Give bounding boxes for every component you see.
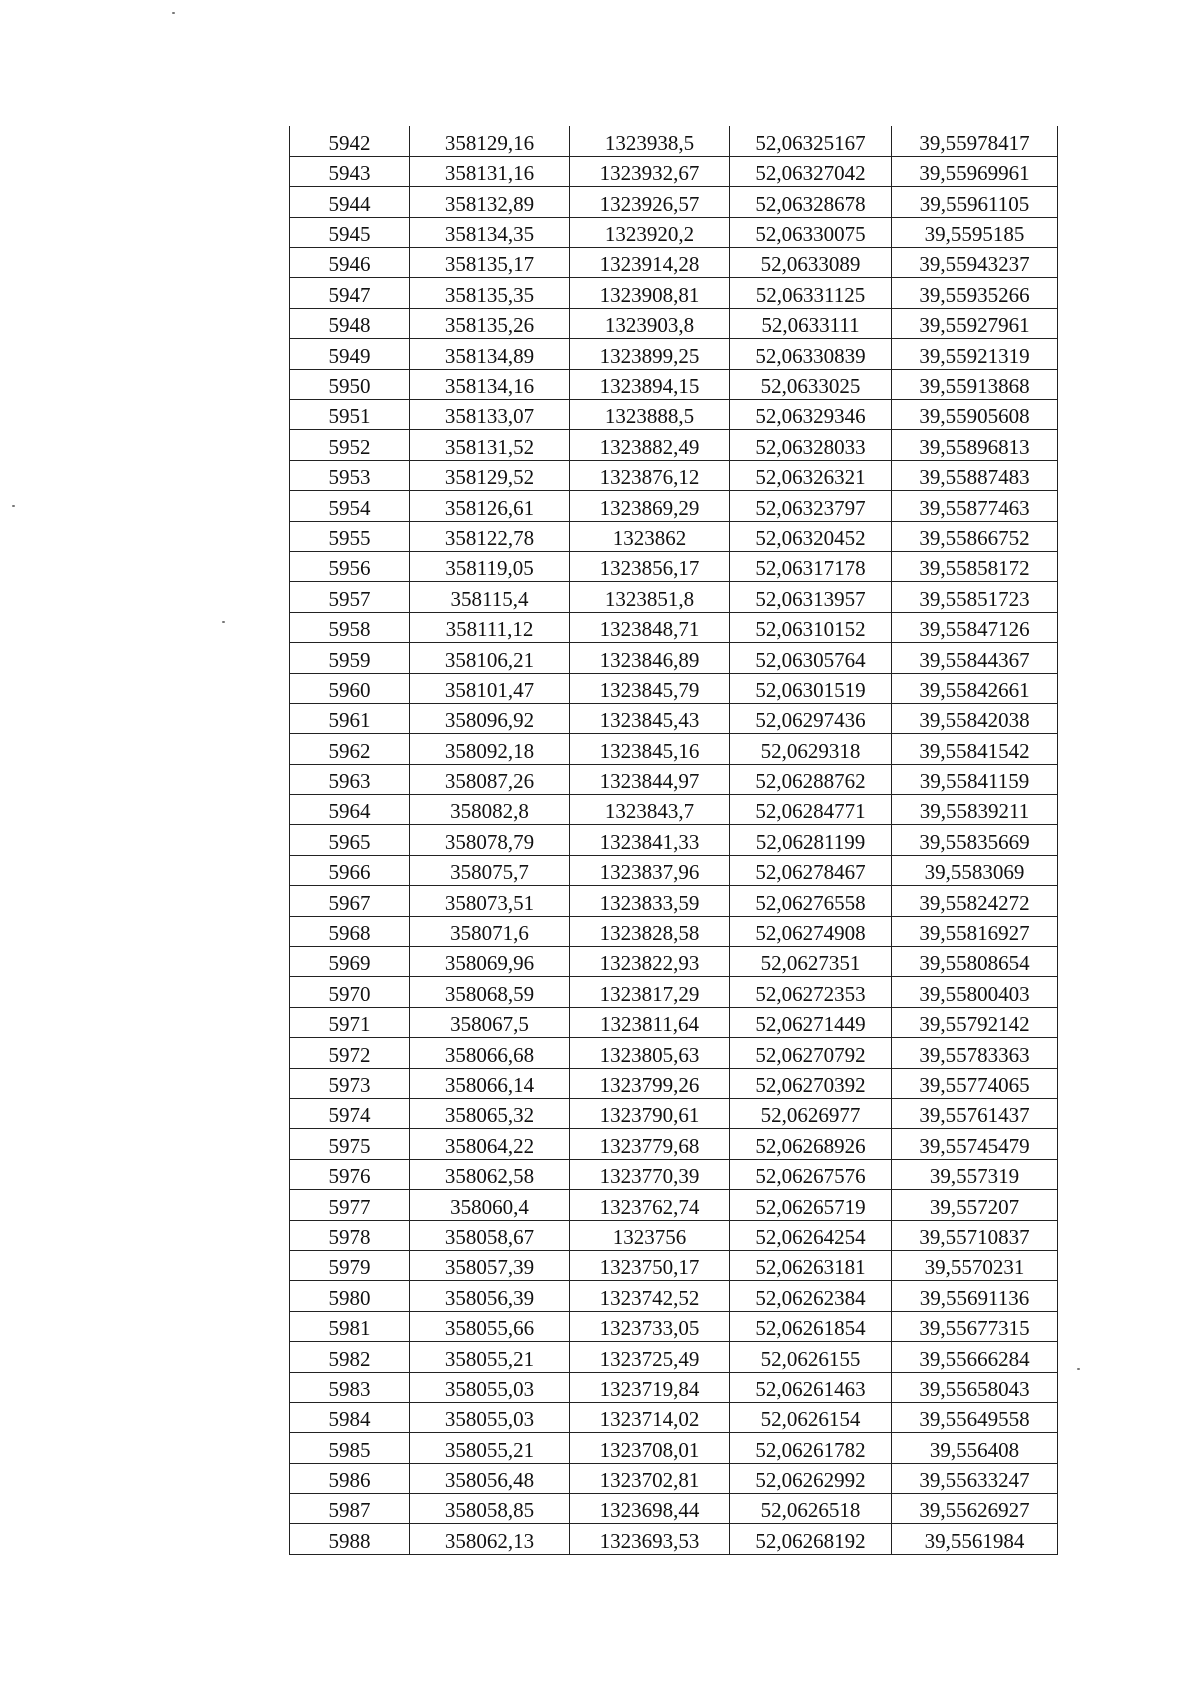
y-coordinate-cell: 1323817,29: [570, 977, 730, 1007]
longitude-cell: 39,55961105: [892, 187, 1058, 217]
y-coordinate-cell: 1323714,02: [570, 1402, 730, 1432]
x-coordinate-cell: 358058,67: [410, 1220, 570, 1250]
x-coordinate-cell: 358134,16: [410, 369, 570, 399]
y-coordinate-cell: 1323799,26: [570, 1068, 730, 1098]
y-coordinate-cell: 1323899,25: [570, 339, 730, 369]
x-coordinate-cell: 358131,16: [410, 156, 570, 186]
y-coordinate-cell: 1323719,84: [570, 1372, 730, 1402]
point-number-cell: 5965: [290, 825, 410, 855]
latitude-cell: 52,06270392: [730, 1068, 892, 1098]
latitude-cell: 52,06327042: [730, 156, 892, 186]
point-number-cell: 5969: [290, 947, 410, 977]
x-coordinate-cell: 358064,22: [410, 1129, 570, 1159]
x-coordinate-cell: 358135,35: [410, 278, 570, 308]
latitude-cell: 52,0626518: [730, 1494, 892, 1524]
point-number-cell: 5976: [290, 1159, 410, 1189]
longitude-cell: 39,55658043: [892, 1372, 1058, 1402]
y-coordinate-cell: 1323698,44: [570, 1494, 730, 1524]
table-row: [290, 156, 1058, 186]
longitude-cell: 39,55626927: [892, 1494, 1058, 1524]
x-coordinate-cell: 358071,6: [410, 916, 570, 946]
y-coordinate-cell: 1323822,93: [570, 947, 730, 977]
longitude-cell: 39,55842661: [892, 673, 1058, 703]
table-row: [290, 400, 1058, 430]
table-row: [290, 886, 1058, 916]
x-coordinate-cell: 358087,26: [410, 764, 570, 794]
coordinates-table: [289, 126, 1058, 1555]
y-coordinate-cell: 1323702,81: [570, 1463, 730, 1493]
x-coordinate-cell: 358060,4: [410, 1190, 570, 1220]
y-coordinate-cell: 1323779,68: [570, 1129, 730, 1159]
y-coordinate-cell: 1323869,29: [570, 491, 730, 521]
y-coordinate-cell: 1323876,12: [570, 460, 730, 490]
longitude-cell: 39,55633247: [892, 1463, 1058, 1493]
table-row: [290, 430, 1058, 460]
longitude-cell: 39,55866752: [892, 521, 1058, 551]
latitude-cell: 52,06317178: [730, 551, 892, 581]
latitude-cell: 52,06301519: [730, 673, 892, 703]
table-row: [290, 1494, 1058, 1524]
point-number-cell: 5980: [290, 1281, 410, 1311]
table-row: [290, 1281, 1058, 1311]
table-row: [290, 1038, 1058, 1068]
x-coordinate-cell: 358134,89: [410, 339, 570, 369]
latitude-cell: 52,0626977: [730, 1099, 892, 1129]
longitude-cell: 39,55943237: [892, 248, 1058, 278]
latitude-cell: 52,06274908: [730, 916, 892, 946]
point-number-cell: 5962: [290, 734, 410, 764]
longitude-cell: 39,55710837: [892, 1220, 1058, 1250]
y-coordinate-cell: 1323708,01: [570, 1433, 730, 1463]
longitude-cell: 39,55927961: [892, 308, 1058, 338]
x-coordinate-cell: 358067,5: [410, 1007, 570, 1037]
longitude-cell: 39,55783363: [892, 1038, 1058, 1068]
x-coordinate-cell: 358057,39: [410, 1250, 570, 1280]
point-number-cell: 5944: [290, 187, 410, 217]
table-row: [290, 673, 1058, 703]
y-coordinate-cell: 1323894,15: [570, 369, 730, 399]
table-row: [290, 1311, 1058, 1341]
x-coordinate-cell: 358066,14: [410, 1068, 570, 1098]
point-number-cell: 5953: [290, 460, 410, 490]
y-coordinate-cell: 1323845,43: [570, 703, 730, 733]
longitude-cell: 39,55745479: [892, 1129, 1058, 1159]
latitude-cell: 52,06261854: [730, 1311, 892, 1341]
x-coordinate-cell: 358126,61: [410, 491, 570, 521]
table-row: [290, 1524, 1058, 1554]
point-number-cell: 5951: [290, 400, 410, 430]
x-coordinate-cell: 358055,66: [410, 1311, 570, 1341]
latitude-cell: 52,06297436: [730, 703, 892, 733]
longitude-cell: 39,55896813: [892, 430, 1058, 460]
point-number-cell: 5975: [290, 1129, 410, 1159]
y-coordinate-cell: 1323903,8: [570, 308, 730, 338]
latitude-cell: 52,06261463: [730, 1372, 892, 1402]
latitude-cell: 52,0627351: [730, 947, 892, 977]
longitude-cell: 39,55839211: [892, 795, 1058, 825]
longitude-cell: 39,55666284: [892, 1342, 1058, 1372]
x-coordinate-cell: 358131,52: [410, 430, 570, 460]
table-row: [290, 1220, 1058, 1250]
latitude-cell: 52,06330075: [730, 217, 892, 247]
latitude-cell: 52,0629318: [730, 734, 892, 764]
longitude-cell: 39,5570231: [892, 1250, 1058, 1280]
latitude-cell: 52,06271449: [730, 1007, 892, 1037]
latitude-cell: 52,0633089: [730, 248, 892, 278]
table-row: [290, 977, 1058, 1007]
longitude-cell: 39,55851723: [892, 582, 1058, 612]
y-coordinate-cell: 1323914,28: [570, 248, 730, 278]
x-coordinate-cell: 358058,85: [410, 1494, 570, 1524]
x-coordinate-cell: 358119,05: [410, 551, 570, 581]
y-coordinate-cell: 1323742,52: [570, 1281, 730, 1311]
longitude-cell: 39,55808654: [892, 947, 1058, 977]
table-row: [290, 795, 1058, 825]
point-number-cell: 5985: [290, 1433, 410, 1463]
longitude-cell: 39,55978417: [892, 126, 1058, 156]
table-row: [290, 1159, 1058, 1189]
x-coordinate-cell: 358056,39: [410, 1281, 570, 1311]
point-number-cell: 5973: [290, 1068, 410, 1098]
point-number-cell: 5968: [290, 916, 410, 946]
y-coordinate-cell: 1323844,97: [570, 764, 730, 794]
latitude-cell: 52,06276558: [730, 886, 892, 916]
y-coordinate-cell: 1323762,74: [570, 1190, 730, 1220]
latitude-cell: 52,0626155: [730, 1342, 892, 1372]
y-coordinate-cell: 1323862: [570, 521, 730, 551]
table-row: [290, 947, 1058, 977]
x-coordinate-cell: 358101,47: [410, 673, 570, 703]
y-coordinate-cell: 1323856,17: [570, 551, 730, 581]
point-number-cell: 5942: [290, 126, 410, 156]
longitude-cell: 39,55913868: [892, 369, 1058, 399]
y-coordinate-cell: 1323926,57: [570, 187, 730, 217]
x-coordinate-cell: 358056,48: [410, 1463, 570, 1493]
table-row: [290, 764, 1058, 794]
table-row: [290, 460, 1058, 490]
latitude-cell: 52,06326321: [730, 460, 892, 490]
x-coordinate-cell: 358062,58: [410, 1159, 570, 1189]
y-coordinate-cell: 1323790,61: [570, 1099, 730, 1129]
y-coordinate-cell: 1323833,59: [570, 886, 730, 916]
x-coordinate-cell: 358068,59: [410, 977, 570, 1007]
x-coordinate-cell: 358082,8: [410, 795, 570, 825]
longitude-cell: 39,55792142: [892, 1007, 1058, 1037]
table-row: [290, 126, 1058, 156]
x-coordinate-cell: 358066,68: [410, 1038, 570, 1068]
point-number-cell: 5949: [290, 339, 410, 369]
point-number-cell: 5964: [290, 795, 410, 825]
latitude-cell: 52,06278467: [730, 855, 892, 885]
point-number-cell: 5972: [290, 1038, 410, 1068]
longitude-cell: 39,55921319: [892, 339, 1058, 369]
latitude-cell: 52,06305764: [730, 643, 892, 673]
latitude-cell: 52,06262992: [730, 1463, 892, 1493]
longitude-cell: 39,556408: [892, 1433, 1058, 1463]
longitude-cell: 39,55844367: [892, 643, 1058, 673]
point-number-cell: 5954: [290, 491, 410, 521]
table-row: [290, 369, 1058, 399]
latitude-cell: 52,06272353: [730, 977, 892, 1007]
x-coordinate-cell: 358065,32: [410, 1099, 570, 1129]
point-number-cell: 5950: [290, 369, 410, 399]
y-coordinate-cell: 1323756: [570, 1220, 730, 1250]
longitude-cell: 39,55774065: [892, 1068, 1058, 1098]
latitude-cell: 52,06313957: [730, 582, 892, 612]
point-number-cell: 5961: [290, 703, 410, 733]
table-row: [290, 855, 1058, 885]
latitude-cell: 52,06320452: [730, 521, 892, 551]
y-coordinate-cell: 1323845,79: [570, 673, 730, 703]
longitude-cell: 39,55677315: [892, 1311, 1058, 1341]
point-number-cell: 5967: [290, 886, 410, 916]
point-number-cell: 5970: [290, 977, 410, 1007]
point-number-cell: 5984: [290, 1402, 410, 1432]
point-number-cell: 5948: [290, 308, 410, 338]
longitude-cell: 39,55969961: [892, 156, 1058, 186]
y-coordinate-cell: 1323770,39: [570, 1159, 730, 1189]
latitude-cell: 52,06328033: [730, 430, 892, 460]
latitude-cell: 52,06331125: [730, 278, 892, 308]
latitude-cell: 52,06270792: [730, 1038, 892, 1068]
latitude-cell: 52,0626154: [730, 1402, 892, 1432]
table-row: [290, 1372, 1058, 1402]
point-number-cell: 5971: [290, 1007, 410, 1037]
y-coordinate-cell: 1323882,49: [570, 430, 730, 460]
point-number-cell: 5978: [290, 1220, 410, 1250]
point-number-cell: 5947: [290, 278, 410, 308]
y-coordinate-cell: 1323843,7: [570, 795, 730, 825]
table-row: [290, 521, 1058, 551]
point-number-cell: 5983: [290, 1372, 410, 1402]
point-number-cell: 5988: [290, 1524, 410, 1554]
point-number-cell: 5974: [290, 1099, 410, 1129]
latitude-cell: 52,06330839: [730, 339, 892, 369]
y-coordinate-cell: 1323828,58: [570, 916, 730, 946]
scan-speck: [1077, 1368, 1080, 1370]
point-number-cell: 5963: [290, 764, 410, 794]
x-coordinate-cell: 358135,26: [410, 308, 570, 338]
point-number-cell: 5986: [290, 1463, 410, 1493]
y-coordinate-cell: 1323733,05: [570, 1311, 730, 1341]
table-row: [290, 703, 1058, 733]
point-number-cell: 5977: [290, 1190, 410, 1220]
latitude-cell: 52,06310152: [730, 612, 892, 642]
x-coordinate-cell: 358122,78: [410, 521, 570, 551]
table-row: [290, 217, 1058, 247]
x-coordinate-cell: 358134,35: [410, 217, 570, 247]
x-coordinate-cell: 358135,17: [410, 248, 570, 278]
longitude-cell: 39,55824272: [892, 886, 1058, 916]
y-coordinate-cell: 1323908,81: [570, 278, 730, 308]
longitude-cell: 39,55835669: [892, 825, 1058, 855]
x-coordinate-cell: 358073,51: [410, 886, 570, 916]
table-row: [290, 308, 1058, 338]
latitude-cell: 52,06265719: [730, 1190, 892, 1220]
x-coordinate-cell: 358055,21: [410, 1342, 570, 1372]
table-row: [290, 643, 1058, 673]
x-coordinate-cell: 358106,21: [410, 643, 570, 673]
scan-speck: [12, 505, 15, 507]
longitude-cell: 39,55858172: [892, 551, 1058, 581]
y-coordinate-cell: 1323725,49: [570, 1342, 730, 1372]
y-coordinate-cell: 1323841,33: [570, 825, 730, 855]
latitude-cell: 52,0633025: [730, 369, 892, 399]
point-number-cell: 5952: [290, 430, 410, 460]
latitude-cell: 52,06268926: [730, 1129, 892, 1159]
x-coordinate-cell: 358055,03: [410, 1402, 570, 1432]
table-row: [290, 1190, 1058, 1220]
x-coordinate-cell: 358069,96: [410, 947, 570, 977]
table-row: [290, 278, 1058, 308]
latitude-cell: 52,06323797: [730, 491, 892, 521]
point-number-cell: 5979: [290, 1250, 410, 1280]
point-number-cell: 5943: [290, 156, 410, 186]
latitude-cell: 52,06284771: [730, 795, 892, 825]
latitude-cell: 52,06262384: [730, 1281, 892, 1311]
x-coordinate-cell: 358115,4: [410, 582, 570, 612]
table-row: [290, 734, 1058, 764]
longitude-cell: 39,5595185: [892, 217, 1058, 247]
longitude-cell: 39,557319: [892, 1159, 1058, 1189]
point-number-cell: 5982: [290, 1342, 410, 1372]
longitude-cell: 39,55905608: [892, 400, 1058, 430]
point-number-cell: 5957: [290, 582, 410, 612]
x-coordinate-cell: 358078,79: [410, 825, 570, 855]
longitude-cell: 39,55841542: [892, 734, 1058, 764]
latitude-cell: 52,06329346: [730, 400, 892, 430]
table-row: [290, 582, 1058, 612]
y-coordinate-cell: 1323845,16: [570, 734, 730, 764]
point-number-cell: 5966: [290, 855, 410, 885]
table-row: [290, 1342, 1058, 1372]
point-number-cell: 5981: [290, 1311, 410, 1341]
latitude-cell: 52,06268192: [730, 1524, 892, 1554]
longitude-cell: 39,55877463: [892, 491, 1058, 521]
y-coordinate-cell: 1323805,63: [570, 1038, 730, 1068]
table-row: [290, 1068, 1058, 1098]
longitude-cell: 39,55841159: [892, 764, 1058, 794]
y-coordinate-cell: 1323920,2: [570, 217, 730, 247]
latitude-cell: 52,06325167: [730, 126, 892, 156]
x-coordinate-cell: 358055,03: [410, 1372, 570, 1402]
table-row: [290, 1250, 1058, 1280]
y-coordinate-cell: 1323932,67: [570, 156, 730, 186]
y-coordinate-cell: 1323750,17: [570, 1250, 730, 1280]
point-number-cell: 5956: [290, 551, 410, 581]
latitude-cell: 52,06281199: [730, 825, 892, 855]
x-coordinate-cell: 358096,92: [410, 703, 570, 733]
table-row: [290, 339, 1058, 369]
longitude-cell: 39,557207: [892, 1190, 1058, 1220]
table-row: [290, 491, 1058, 521]
y-coordinate-cell: 1323811,64: [570, 1007, 730, 1037]
table-row: [290, 1007, 1058, 1037]
x-coordinate-cell: 358075,7: [410, 855, 570, 885]
point-number-cell: 5958: [290, 612, 410, 642]
x-coordinate-cell: 358133,07: [410, 400, 570, 430]
longitude-cell: 39,55800403: [892, 977, 1058, 1007]
coordinates-table-body: [290, 126, 1058, 1554]
table-row: [290, 1433, 1058, 1463]
y-coordinate-cell: 1323938,5: [570, 126, 730, 156]
longitude-cell: 39,55887483: [892, 460, 1058, 490]
longitude-cell: 39,55649558: [892, 1402, 1058, 1432]
table-row: [290, 551, 1058, 581]
latitude-cell: 52,06264254: [730, 1220, 892, 1250]
x-coordinate-cell: 358055,21: [410, 1433, 570, 1463]
table-row: [290, 1402, 1058, 1432]
point-number-cell: 5946: [290, 248, 410, 278]
latitude-cell: 52,06261782: [730, 1433, 892, 1463]
scan-speck: [222, 621, 225, 623]
longitude-cell: 39,55935266: [892, 278, 1058, 308]
table-row: [290, 1099, 1058, 1129]
longitude-cell: 39,55691136: [892, 1281, 1058, 1311]
table-row: [290, 612, 1058, 642]
longitude-cell: 39,55847126: [892, 612, 1058, 642]
longitude-cell: 39,55842038: [892, 703, 1058, 733]
y-coordinate-cell: 1323693,53: [570, 1524, 730, 1554]
point-number-cell: 5960: [290, 673, 410, 703]
point-number-cell: 5955: [290, 521, 410, 551]
latitude-cell: 52,06263181: [730, 1250, 892, 1280]
x-coordinate-cell: 358129,52: [410, 460, 570, 490]
table-row: [290, 825, 1058, 855]
table-row: [290, 1129, 1058, 1159]
x-coordinate-cell: 358062,13: [410, 1524, 570, 1554]
table-row: [290, 1463, 1058, 1493]
x-coordinate-cell: 358129,16: [410, 126, 570, 156]
table-row: [290, 187, 1058, 217]
x-coordinate-cell: 358092,18: [410, 734, 570, 764]
y-coordinate-cell: 1323851,8: [570, 582, 730, 612]
y-coordinate-cell: 1323888,5: [570, 400, 730, 430]
point-number-cell: 5959: [290, 643, 410, 673]
latitude-cell: 52,0633111: [730, 308, 892, 338]
longitude-cell: 39,5561984: [892, 1524, 1058, 1554]
longitude-cell: 39,5583069: [892, 855, 1058, 885]
latitude-cell: 52,06267576: [730, 1159, 892, 1189]
y-coordinate-cell: 1323848,71: [570, 612, 730, 642]
table-row: [290, 248, 1058, 278]
latitude-cell: 52,06328678: [730, 187, 892, 217]
point-number-cell: 5945: [290, 217, 410, 247]
point-number-cell: 5987: [290, 1494, 410, 1524]
longitude-cell: 39,55761437: [892, 1099, 1058, 1129]
table-row: [290, 916, 1058, 946]
x-coordinate-cell: 358132,89: [410, 187, 570, 217]
latitude-cell: 52,06288762: [730, 764, 892, 794]
scan-speck: [172, 12, 175, 14]
y-coordinate-cell: 1323846,89: [570, 643, 730, 673]
y-coordinate-cell: 1323837,96: [570, 855, 730, 885]
longitude-cell: 39,55816927: [892, 916, 1058, 946]
x-coordinate-cell: 358111,12: [410, 612, 570, 642]
